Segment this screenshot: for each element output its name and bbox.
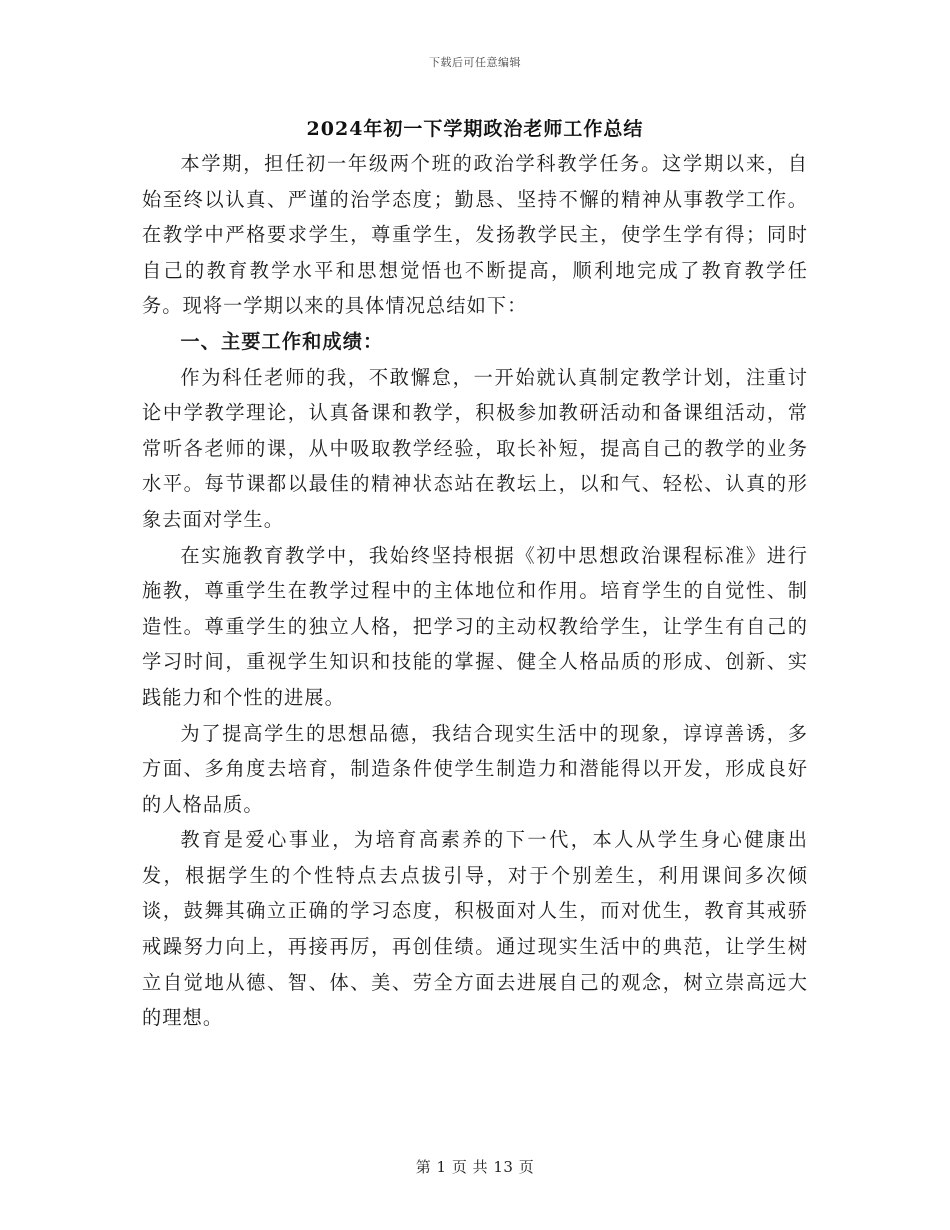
section-heading: 一、主要工作和成绩：	[180, 329, 384, 353]
document-body	[142, 146, 808, 1036]
body-paragraph: 作为科任老师的我，不敢懈怠，一开始就认真制定教学计划，注重讨论中学教学理论，认真备课和教学，积极参加教研活动和备课组活动，常常听各老师的课，从中吸取教学经验，取长补短，提高自己的教学的业务水平。每节课都以最佳的精神状态站在教坛上，以和气、轻松、认真的形象去面对学生。	[142, 365, 808, 531]
body-paragraph: 在实施教育教学中，我始终坚持根据《初中思想政治课程标准》进行施教，尊重学生在教学过程中的主体地位和作用。培育学生的自觉性、制造性。尊重学生的独立人格，把学习的主动权教给学生，让学生有自己的学习时间，重视学生知识和技能的掌握、健全人格品质的形成、创新、实践能力和个性的进展。	[142, 543, 808, 709]
body-paragraph: 教育是爱心事业，为培育高素养的下一代，本人从学生身心健康出发，根据学生的个性特点去点拔引导，对于个别差生，利用课间多次倾谈，鼓舞其确立正确的学习态度，积极面对人生，而对优生，教育其戒骄戒躁努力向上，再接再厉，再创佳绩。通过现实生活中的典范，让学生树立自觉地从德、智、体、美、劳全方面去进展自己的观念，树立崇高远大的理想。	[142, 828, 808, 1030]
page-title: 2024年初一下学期政治老师工作总结	[306, 118, 644, 140]
body-paragraph: 为了提高学生的思想品德，我结合现实生活中的现象，谆谆善诱，多方面、多角度去培育，制造条件使学生制造力和潜能得以开发，形成良好的人格品质。	[142, 721, 808, 816]
header-note: 下载后可任意编辑	[429, 56, 521, 69]
intro-paragraph: 本学期，担任初一年级两个班的政治学科教学任务。这学期以来，自始至终以认真、严谨的治学态度；勤恳、坚持不懈的精神从事教学工作。在教学中严格要求学生，尊重学生，发扬教学民主，使学生学有得；同时自己的教育教学水平和思想觉悟也不断提高，顺利地完成了教育教学任务。现将一学期以来的具体情况总结如下：	[142, 152, 808, 318]
page-number: 第 1 页 共 13 页	[415, 1158, 535, 1176]
